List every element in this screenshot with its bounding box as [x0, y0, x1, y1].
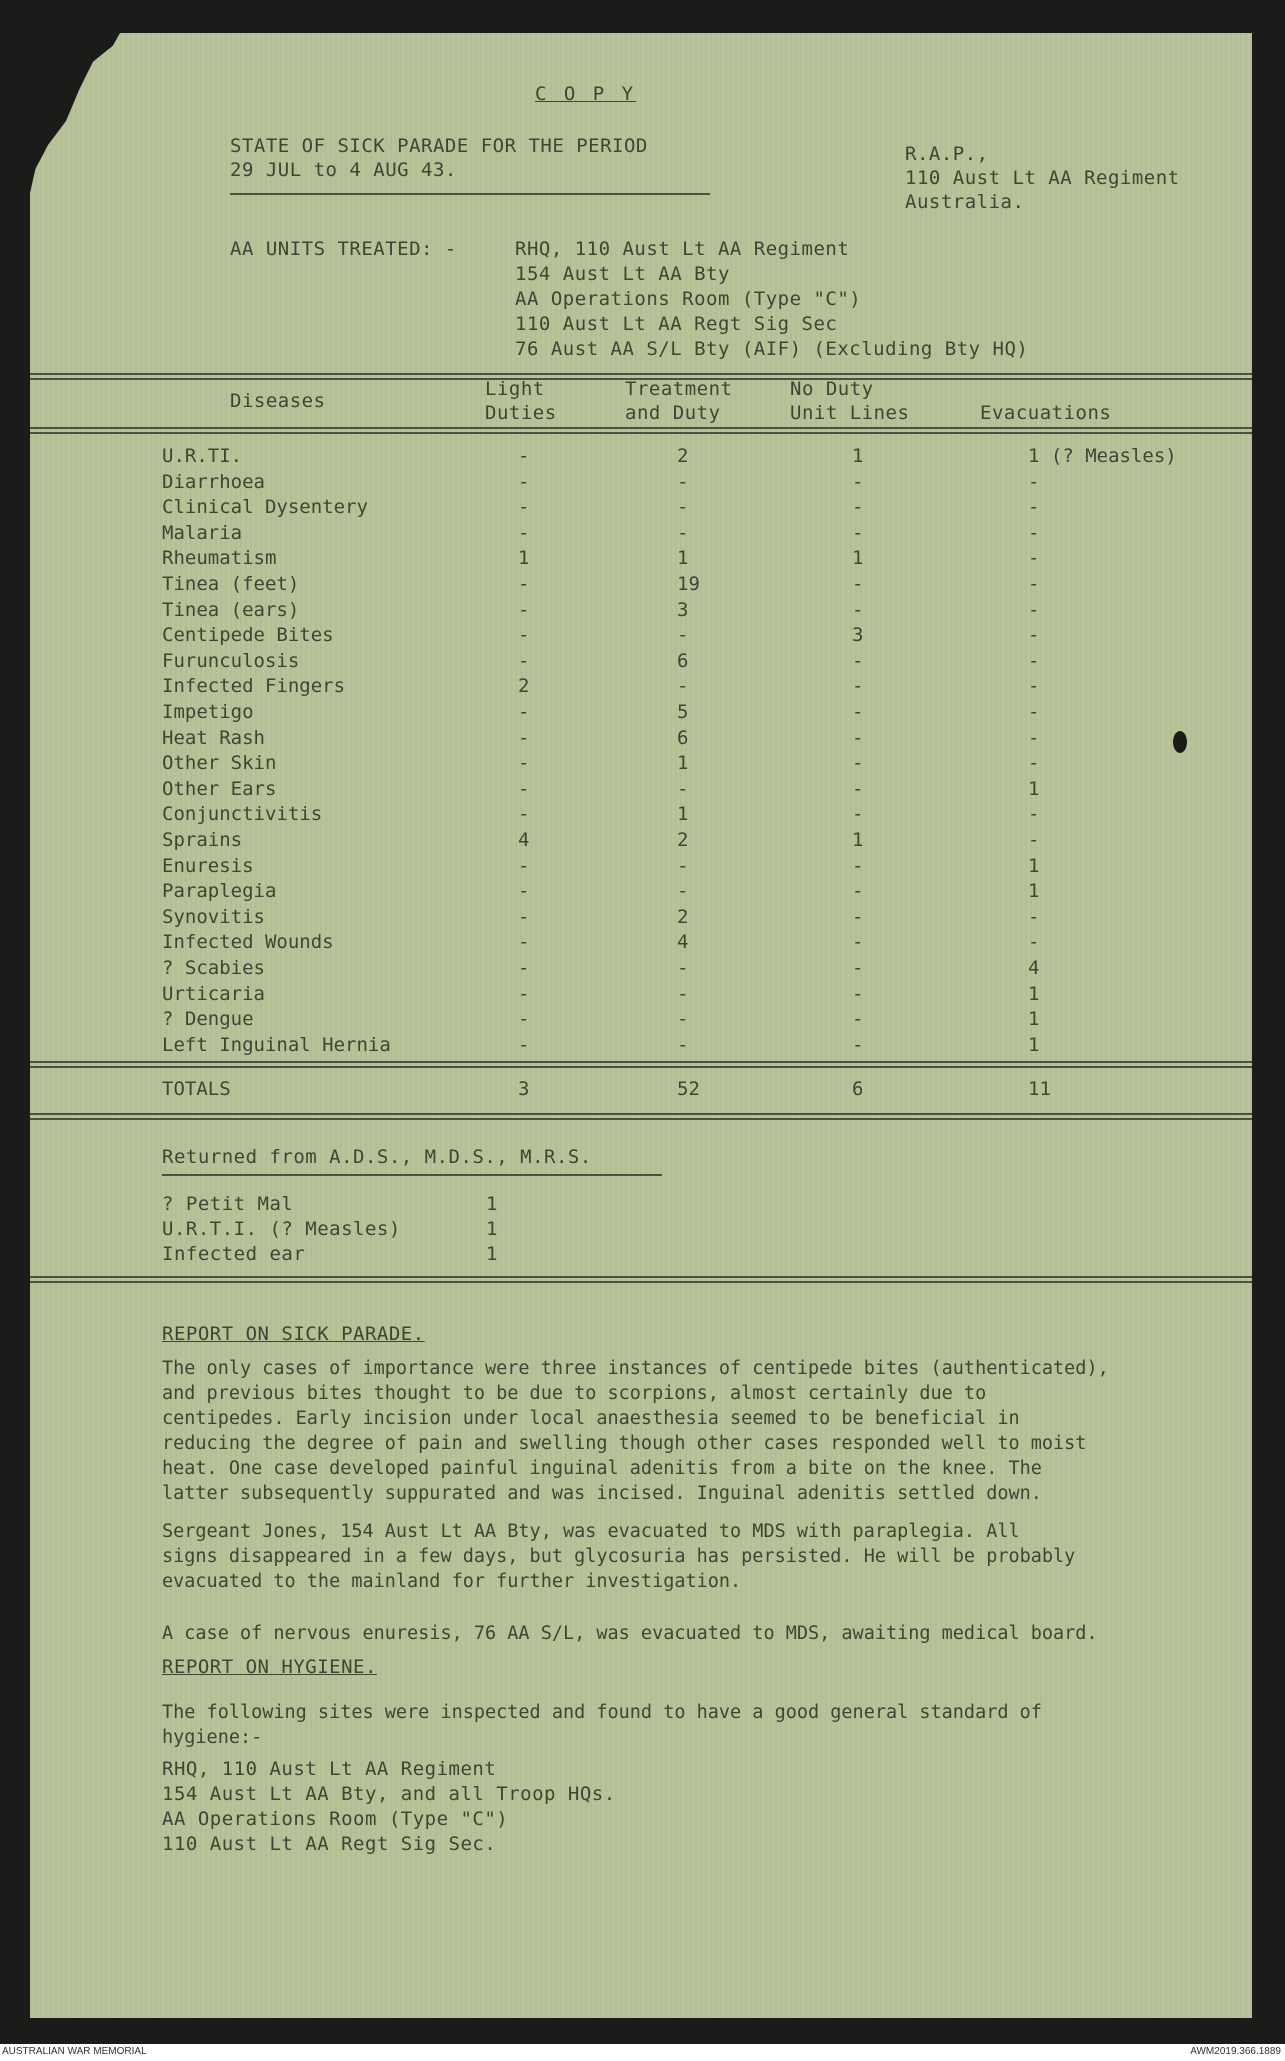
- sick-parade-heading: REPORT ON SICK PARADE.: [162, 1323, 425, 1345]
- header-noduty-2: Unit Lines: [790, 402, 910, 424]
- disease-name: Furunculosis: [162, 649, 300, 672]
- hygiene-site: 154 Aust Lt AA Bty, and all Troop HQs.: [162, 1783, 616, 1805]
- unit-item: RHQ, 110 Aust Lt AA Regiment: [515, 238, 850, 260]
- hygiene-site: 110 Aust Lt AA Regt Sig Sec.: [162, 1833, 497, 1855]
- disease-name: ? Dengue: [162, 1008, 254, 1031]
- returned-label: Infected ear: [162, 1243, 306, 1265]
- light-duties-cell: -: [518, 777, 530, 800]
- evacuations-cell: -: [1028, 803, 1040, 826]
- no-duty-cell: -: [852, 1008, 864, 1031]
- treatment-cell: 2: [677, 905, 689, 928]
- light-duties-cell: 4: [518, 829, 530, 851]
- evacuations-cell: 1: [1028, 880, 1040, 903]
- disease-name: Rheumatism: [162, 547, 277, 570]
- evacuations-cell: -: [1028, 726, 1040, 749]
- disease-name: Left Inguinal Hernia: [162, 1033, 391, 1056]
- report-heading-line2: 29 JUL to 4 AUG 43.: [230, 159, 457, 181]
- treatment-cell: 6: [677, 649, 689, 672]
- returned-label: U.R.T.I. (? Measles): [162, 1218, 401, 1240]
- no-duty-cell: -: [852, 470, 864, 493]
- light-duties-cell: -: [518, 496, 530, 519]
- evacuations-cell: -: [1028, 547, 1040, 570]
- no-duty-cell: -: [852, 905, 864, 928]
- disease-name: Centipede Bites: [162, 624, 334, 647]
- evacuations-cell: -: [1028, 905, 1040, 928]
- returned-count: 1: [486, 1243, 498, 1265]
- evacuations-cell: 1: [1028, 1033, 1040, 1056]
- light-duties-cell: -: [518, 701, 530, 723]
- totals-treatment: 52: [677, 1078, 700, 1100]
- no-duty-cell: -: [852, 931, 864, 954]
- treatment-cell: 6: [677, 726, 689, 749]
- no-duty-cell: -: [852, 598, 864, 621]
- table-row: [30, 522, 1252, 548]
- evacuations-cell: 1: [1028, 854, 1040, 877]
- table-row: [30, 599, 1252, 625]
- table-row: [30, 829, 1252, 855]
- no-duty-cell: -: [852, 726, 864, 749]
- report-heading-line1: STATE OF SICK PARADE FOR THE PERIOD: [230, 135, 648, 157]
- totals-bottom-rule: [30, 1113, 1252, 1120]
- light-duties-cell: -: [518, 726, 530, 749]
- no-duty-cell: -: [852, 521, 864, 544]
- address-line1: R.A.P.,: [905, 143, 989, 165]
- disease-name: Heat Rash: [162, 726, 265, 749]
- hygiene-site: RHQ, 110 Aust Lt AA Regiment: [162, 1758, 497, 1780]
- no-duty-cell: -: [852, 803, 864, 826]
- disease-name: Tinea (feet): [162, 573, 300, 595]
- torn-corner: [30, 33, 120, 193]
- disease-name: Clinical Dysentery: [162, 496, 368, 519]
- evacuations-cell: -: [1028, 598, 1040, 621]
- evacuations-cell: -: [1028, 496, 1040, 519]
- light-duties-cell: -: [518, 445, 530, 467]
- table-row: [30, 445, 1252, 471]
- no-duty-cell: -: [852, 701, 864, 723]
- returned-label: ? Petit Mal: [162, 1193, 294, 1215]
- unit-item: 110 Aust Lt AA Regt Sig Sec: [515, 313, 838, 335]
- hygiene-heading: REPORT ON HYGIENE.: [162, 1656, 377, 1678]
- header-treatment-2: and Duty: [625, 402, 721, 424]
- totals-label: TOTALS: [162, 1078, 231, 1100]
- table-row: [30, 547, 1252, 573]
- light-duties-cell: -: [518, 752, 530, 775]
- header-light-2: Duties: [485, 402, 557, 424]
- no-duty-cell: 1: [852, 547, 864, 570]
- table-row: [30, 675, 1252, 701]
- no-duty-cell: -: [852, 982, 864, 1005]
- no-duty-cell: -: [852, 854, 864, 877]
- light-duties-cell: -: [518, 982, 530, 1005]
- treatment-cell: -: [677, 1008, 689, 1031]
- totals-top-rule: [30, 1061, 1252, 1068]
- treatment-cell: -: [677, 880, 689, 903]
- no-duty-cell: -: [852, 957, 864, 979]
- table-row: [30, 752, 1252, 778]
- light-duties-cell: 2: [518, 675, 530, 698]
- table-row: [30, 983, 1252, 1009]
- totals-light: 3: [518, 1078, 530, 1100]
- disease-name: Malaria: [162, 521, 243, 544]
- light-duties-cell: -: [518, 624, 530, 647]
- light-duties-cell: -: [518, 803, 530, 826]
- light-duties-cell: -: [518, 470, 530, 493]
- disease-name: Paraplegia: [162, 880, 277, 903]
- treatment-cell: 1: [677, 547, 689, 570]
- returned-count: 1: [486, 1193, 498, 1215]
- treatment-cell: -: [677, 470, 689, 493]
- header-treatment-1: Treatment: [625, 378, 733, 400]
- light-duties-cell: -: [518, 880, 530, 903]
- treatment-cell: -: [677, 957, 689, 979]
- evacuations-cell: -: [1028, 675, 1040, 698]
- treatment-cell: 2: [677, 829, 689, 851]
- returned-count: 1: [486, 1218, 498, 1240]
- table-row: [30, 650, 1252, 676]
- evacuations-cell: 1: [1028, 777, 1040, 800]
- address-line2: 110 Aust Lt AA Regiment: [905, 167, 1180, 189]
- light-duties-cell: -: [518, 573, 530, 595]
- sick-parade-paragraph-3: A case of nervous enuresis, 76 AA S/L, was evacuated to MDS, awaiting medical board.: [162, 1623, 1098, 1644]
- unit-item: 76 Aust AA S/L Bty (AIF) (Excluding Bty HQ): [515, 338, 1029, 360]
- disease-name: Diarrhoea: [162, 470, 265, 493]
- no-duty-cell: -: [852, 1033, 864, 1056]
- evacuations-cell: 1 (? Measles): [1028, 445, 1177, 467]
- treatment-cell: 2: [677, 445, 689, 467]
- document-page: [30, 33, 1252, 2018]
- light-duties-cell: -: [518, 957, 530, 979]
- table-row: [30, 803, 1252, 829]
- disease-name: Infected Wounds: [162, 931, 334, 954]
- evacuations-cell: -: [1028, 624, 1040, 647]
- light-duties-cell: -: [518, 1033, 530, 1056]
- footer-accession: AWM2019.366.1889: [1190, 2046, 1281, 2057]
- treatment-cell: -: [677, 521, 689, 544]
- evacuations-cell: 1: [1028, 1008, 1040, 1031]
- table-row: [30, 1034, 1252, 1060]
- table-row: [30, 778, 1252, 804]
- table-row: [30, 624, 1252, 650]
- table-row: [30, 957, 1252, 983]
- evacuations-cell: -: [1028, 752, 1040, 775]
- returned-heading: Returned from A.D.S., M.D.S., M.R.S.: [162, 1146, 592, 1168]
- treatment-cell: -: [677, 496, 689, 519]
- units-label: AA UNITS TREATED: -: [230, 238, 457, 260]
- light-duties-cell: 1: [518, 547, 530, 570]
- header-light-1: Light: [485, 378, 545, 400]
- treatment-cell: -: [677, 982, 689, 1005]
- light-duties-cell: -: [518, 1008, 530, 1031]
- evacuations-cell: -: [1028, 521, 1040, 544]
- disease-name: Infected Fingers: [162, 675, 346, 698]
- disease-name: Urticaria: [162, 982, 265, 1005]
- disease-name: Impetigo: [162, 701, 254, 723]
- table-row: [30, 496, 1252, 522]
- hygiene-intro: The following sites were inspected and found to have a good general standard of hygiene:-: [162, 1702, 1042, 1748]
- disease-name: Conjunctivitis: [162, 803, 323, 826]
- table-row: [30, 1008, 1252, 1034]
- sick-parade-paragraph-2: Sergeant Jones, 154 Aust Lt AA Bty, was evacuated to MDS with paraplegia. All signs disappeared in a few days, but glycosuria has persisted. He will be probably evacuated to the mainland for further investigation.: [162, 1521, 1076, 1592]
- no-duty-cell: 1: [852, 445, 864, 467]
- disease-name: ? Scabies: [162, 957, 265, 979]
- table-row: [30, 880, 1252, 906]
- no-duty-cell: -: [852, 777, 864, 800]
- address-line3: Australia.: [905, 191, 1025, 213]
- treatment-cell: -: [677, 777, 689, 800]
- evacuations-cell: -: [1028, 470, 1040, 493]
- evacuations-cell: 1: [1028, 982, 1040, 1005]
- disease-name: Other Skin: [162, 752, 277, 775]
- returned-underline: [162, 1174, 662, 1176]
- treatment-cell: -: [677, 624, 689, 647]
- treatment-cell: 1: [677, 803, 689, 826]
- unit-item: AA Operations Room (Type "C"): [515, 288, 862, 310]
- disease-name: U.R.TI.: [162, 445, 243, 467]
- light-duties-cell: -: [518, 598, 530, 621]
- sick-parade-paragraph-1: The only cases of importance were three instances of centipede bites (authenticated), and previous bites thought to be due to scorpions, almost certainly due to centipedes. Early incision under local anaesthesia seemed to be beneficial in reducing the degree of pain and swelling though other cases responded well to moist heat. One case developed painful inguinal adenitis from a bite on the knee. The latter subsequently suppurated and was incised. Inguinal adenitis settled down.: [162, 1358, 1109, 1504]
- no-duty-cell: -: [852, 880, 864, 903]
- treatment-cell: -: [677, 854, 689, 877]
- hygiene-site: AA Operations Room (Type "C"): [162, 1808, 509, 1830]
- treatment-cell: 19: [677, 573, 700, 595]
- footer-source: AUSTRALIAN WAR MEMORIAL: [2, 2046, 147, 2057]
- treatment-cell: -: [677, 1033, 689, 1056]
- treatment-cell: 5: [677, 701, 689, 723]
- no-duty-cell: -: [852, 649, 864, 672]
- no-duty-cell: -: [852, 573, 864, 595]
- light-duties-cell: -: [518, 521, 530, 544]
- treatment-cell: 3: [677, 598, 689, 621]
- heading-underline: [230, 193, 710, 195]
- light-duties-cell: -: [518, 649, 530, 672]
- no-duty-cell: 3: [852, 624, 864, 647]
- totals-row: [30, 1078, 1252, 1104]
- light-duties-cell: -: [518, 931, 530, 954]
- evacuations-cell: -: [1028, 701, 1040, 723]
- no-duty-cell: -: [852, 675, 864, 698]
- evacuations-cell: -: [1028, 573, 1040, 595]
- table-row: [30, 701, 1252, 727]
- disease-name: Sprains: [162, 829, 243, 851]
- table-row: [30, 573, 1252, 599]
- disease-name: Synovitis: [162, 905, 265, 928]
- light-duties-cell: -: [518, 905, 530, 928]
- copy-title: C O P Y: [535, 83, 637, 105]
- evacuations-cell: -: [1028, 931, 1040, 954]
- table-row: [30, 906, 1252, 932]
- evacuations-cell: -: [1028, 829, 1040, 851]
- disease-name: Tinea (ears): [162, 598, 300, 621]
- disease-name: Enuresis: [162, 854, 254, 877]
- table-row: [30, 855, 1252, 881]
- evacuations-cell: -: [1028, 649, 1040, 672]
- no-duty-cell: -: [852, 752, 864, 775]
- table-row: [30, 471, 1252, 497]
- no-duty-cell: 1: [852, 829, 864, 851]
- unit-item: 154 Aust Lt AA Bty: [515, 263, 730, 285]
- header-bottom-rule: [30, 427, 1252, 434]
- disease-name: Other Ears: [162, 777, 277, 800]
- no-duty-cell: -: [852, 496, 864, 519]
- treatment-cell: 1: [677, 752, 689, 775]
- treatment-cell: -: [677, 675, 689, 698]
- table-row: [30, 727, 1252, 753]
- header-diseases: Diseases: [230, 390, 326, 412]
- light-duties-cell: -: [518, 854, 530, 877]
- evacuations-cell: 4: [1028, 957, 1040, 979]
- returned-bottom-rule: [30, 1276, 1252, 1283]
- treatment-cell: 4: [677, 931, 689, 954]
- table-row: [30, 931, 1252, 957]
- header-noduty-1: No Duty: [790, 378, 874, 400]
- totals-evacuations: 11: [1028, 1078, 1051, 1100]
- header-evacuations: Evacuations: [980, 402, 1112, 424]
- totals-noduty: 6: [852, 1078, 864, 1100]
